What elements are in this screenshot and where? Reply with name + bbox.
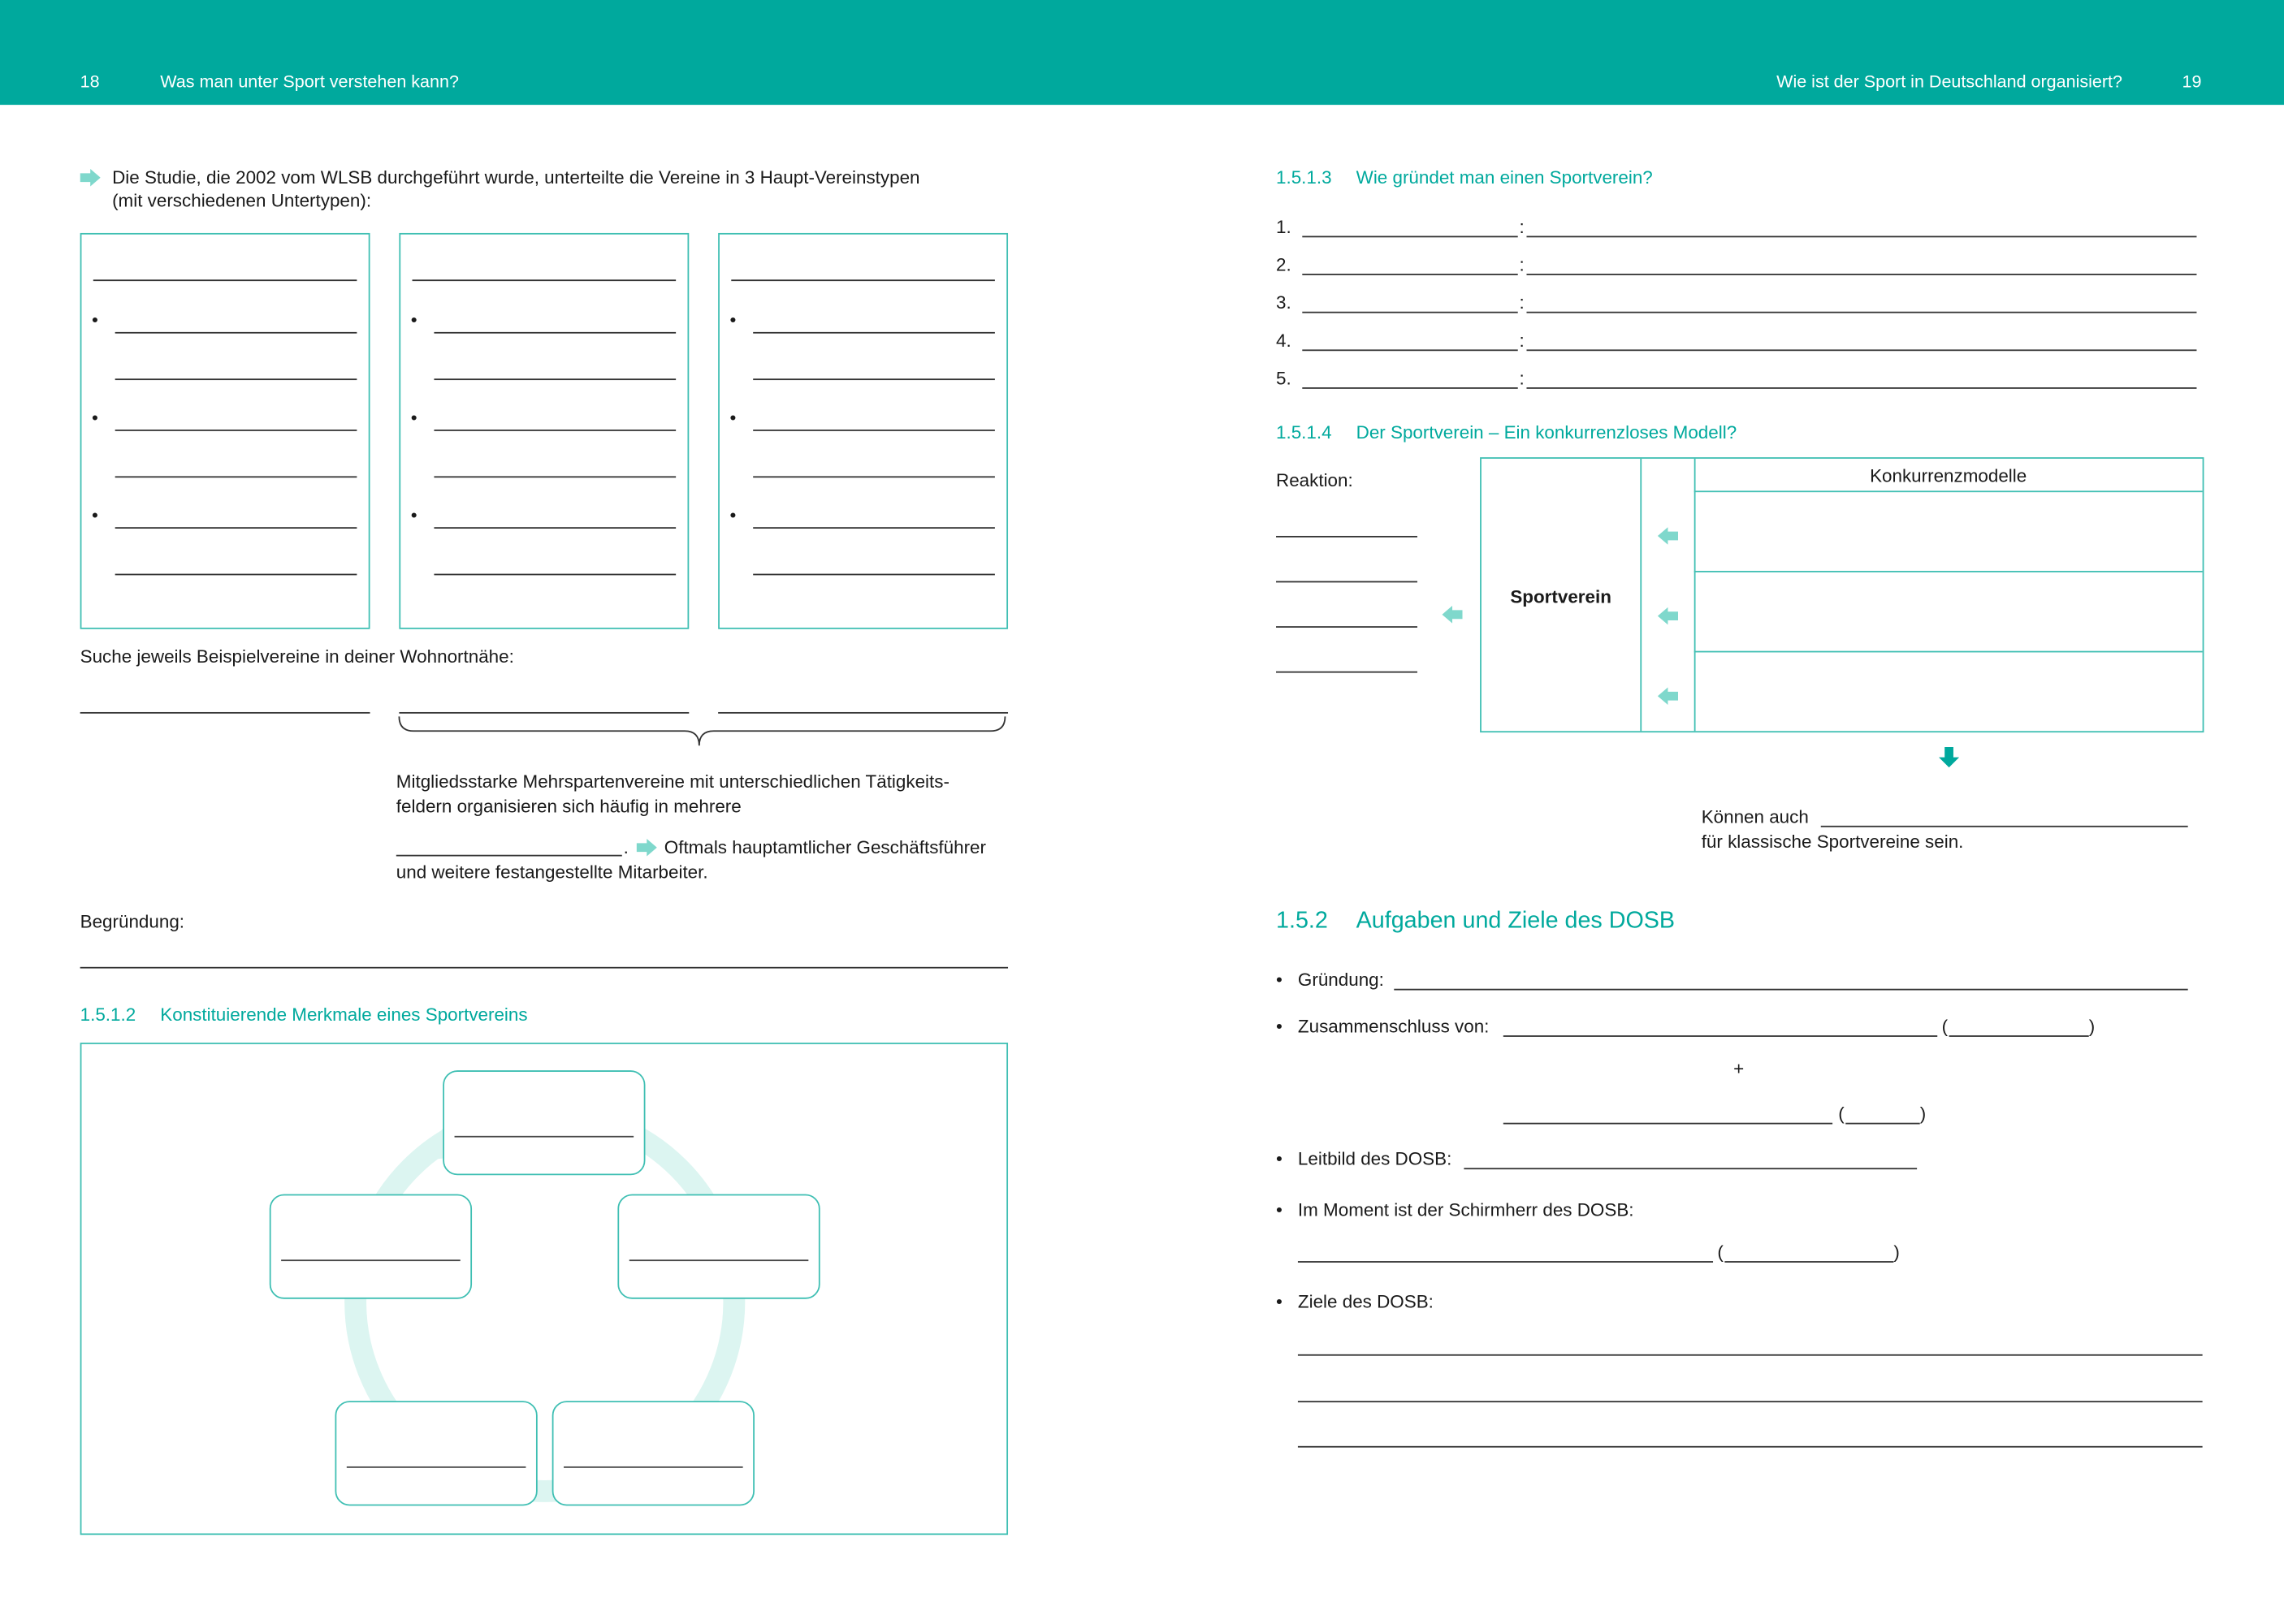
right-running-title: Wie ist der Sport in Deutschland organisiert? [1776, 71, 2122, 92]
arrow-right-icon [80, 169, 101, 187]
reason-field[interactable] [80, 967, 1008, 969]
bullet: • [729, 408, 737, 429]
step-description-field[interactable] [1526, 236, 2196, 238]
multisport-field[interactable] [396, 855, 622, 857]
bullet: • [410, 309, 417, 331]
paren: ) [2088, 1016, 2096, 1037]
subtype-field[interactable] [115, 430, 357, 431]
patron-label: Im Moment ist der Schirmherr des DOSB: [1297, 1199, 1634, 1220]
step-description-field[interactable] [1526, 312, 2196, 313]
paren: ( [1941, 1016, 1949, 1037]
bullet: • [1276, 1148, 1283, 1170]
reaction-field[interactable] [1276, 626, 1417, 628]
club-type-title-field[interactable] [731, 279, 995, 281]
paren: ( [1838, 1104, 1845, 1125]
plus: + [1733, 1058, 1745, 1079]
subtype-field[interactable] [753, 476, 995, 477]
goals-label: Ziele des DOSB: [1297, 1291, 1434, 1312]
goals-field[interactable] [1298, 1446, 2203, 1448]
example-field-1[interactable] [80, 712, 370, 714]
header-bar [0, 0, 2284, 105]
features-diagram [80, 1043, 1008, 1535]
subtype-field[interactable] [753, 527, 995, 529]
club-type-title-field[interactable] [413, 279, 677, 281]
merger-abbr-1[interactable] [1949, 1035, 2089, 1037]
goals-field[interactable] [1298, 1401, 2203, 1402]
subtype-field[interactable] [115, 332, 357, 334]
bullet: • [729, 309, 737, 331]
step-number: 5. [1276, 368, 1291, 389]
reaction-field[interactable] [1276, 581, 1417, 583]
bullet: • [91, 309, 98, 331]
step-description-field[interactable] [1526, 387, 2196, 389]
patron-title-field[interactable] [1724, 1261, 1893, 1263]
subtype-field[interactable] [434, 574, 676, 576]
arrow-left-icon [1658, 527, 1678, 545]
section-title: Aufgaben und Ziele des DOSB [1356, 909, 1676, 934]
manager-text: Oftmals hauptamtlicher Geschäftsführer [664, 837, 987, 858]
mission-label: Leitbild des DOSB: [1297, 1148, 1452, 1170]
step-number: 2. [1276, 254, 1291, 275]
merger-field-2[interactable] [1503, 1123, 1832, 1125]
subtype-field[interactable] [115, 574, 357, 576]
subtype-field[interactable] [115, 476, 357, 477]
bullet: • [91, 408, 98, 429]
arrow-right-icon [637, 839, 657, 857]
period: . [623, 837, 629, 858]
step-number: 3. [1276, 292, 1291, 313]
bullet: • [1276, 1291, 1283, 1312]
right-page-number: 19 [2182, 71, 2202, 92]
section-number: 1.5.1.4 [1276, 422, 1332, 443]
colon: : [1519, 292, 1525, 313]
subtype-field[interactable] [753, 332, 995, 334]
club-type-box-2 [399, 233, 689, 629]
colon: : [1519, 254, 1525, 275]
feature-box-4[interactable] [335, 1401, 537, 1505]
arrow-left-icon [1442, 606, 1462, 624]
feature-box-5[interactable] [552, 1401, 755, 1505]
colon: : [1519, 330, 1525, 352]
bullet: • [410, 408, 417, 429]
club-type-box-3 [718, 233, 1008, 629]
subtype-field[interactable] [434, 527, 676, 529]
feature-box-1[interactable] [443, 1070, 645, 1175]
patron-field[interactable] [1298, 1261, 1713, 1263]
manager-text-2: und weitere festangestellte Mitarbeiter. [396, 862, 708, 883]
can-also-text: Können auch [1701, 806, 1809, 827]
bullet: • [1276, 970, 1283, 991]
colon: : [1519, 368, 1525, 389]
founding-field[interactable] [1394, 989, 2187, 991]
bullet: • [91, 505, 98, 526]
subtype-field[interactable] [753, 574, 995, 576]
arrow-left-icon [1658, 687, 1678, 705]
can-also-text-2: für klassische Sportvereine sein. [1701, 831, 1964, 853]
step-number: 1. [1276, 217, 1291, 238]
multisport-text-2: feldern organisieren sich häufig in mehrere [396, 796, 742, 818]
merger-abbr-2[interactable] [1845, 1123, 1919, 1125]
subtype-field[interactable] [434, 430, 676, 431]
intro-text: Die Studie, die 2002 vom WLSB durchgeführt wurde, unterteilte die Vereine in 3 Haupt-Vereinstypen [112, 167, 920, 188]
bullet: • [1276, 1016, 1283, 1037]
reaction-label: Reaktion: [1276, 470, 1353, 491]
step-name-field[interactable] [1302, 274, 1517, 275]
step-name-field[interactable] [1302, 349, 1517, 351]
subtype-field[interactable] [753, 430, 995, 431]
club-type-title-field[interactable] [93, 279, 357, 281]
section-number: 1.5.1.3 [1276, 167, 1332, 188]
left-page-number: 18 [80, 71, 100, 92]
club-label: Sportverein [1510, 586, 1611, 607]
arrow-left-icon [1658, 607, 1678, 625]
subtype-field[interactable] [434, 476, 676, 477]
reaction-field[interactable] [1276, 672, 1417, 673]
reaction-field[interactable] [1276, 536, 1417, 538]
competitor-cell-1[interactable] [1696, 492, 2203, 571]
feature-box-3[interactable] [617, 1194, 820, 1299]
bullet: • [1276, 1199, 1283, 1220]
intro-text-2: (mit verschiedenen Untertypen): [112, 190, 372, 212]
paren: ) [1893, 1242, 1900, 1263]
feature-box-2[interactable] [270, 1194, 472, 1299]
reason-label: Begründung: [80, 911, 185, 932]
merger-field-1[interactable] [1503, 1035, 1937, 1037]
multisport-text: Mitgliedsstarke Mehrspartenvereine mit unterschiedlichen Tätigkeits- [396, 771, 950, 793]
colon: : [1519, 217, 1525, 238]
step-name-field[interactable] [1302, 312, 1517, 313]
section-title: Konstituierende Merkmale eines Sportvereins [160, 1004, 528, 1026]
merger-label: Zusammenschluss von: [1297, 1016, 1490, 1037]
subtype-field[interactable] [115, 378, 357, 380]
step-name-field[interactable] [1302, 387, 1517, 389]
bullet: • [729, 505, 737, 526]
subtype-field[interactable] [434, 378, 676, 380]
paren: ) [1919, 1104, 1927, 1125]
mission-field[interactable] [1464, 1168, 1917, 1169]
brace [396, 714, 1011, 749]
competitor-cell-3[interactable] [1696, 652, 2203, 731]
section-title: Der Sportverein – Ein konkurrenzloses Modell? [1356, 422, 1737, 443]
section-title: Wie gründet man einen Sportverein? [1356, 167, 1653, 188]
step-description-field[interactable] [1526, 349, 2196, 351]
arrow-down-icon [1939, 747, 1959, 767]
competitors-header: Konkurrenzmodelle [1870, 465, 2027, 486]
subtype-field[interactable] [434, 332, 676, 334]
goals-field[interactable] [1298, 1354, 2203, 1356]
club-type-box-1 [80, 233, 370, 629]
paren: ( [1717, 1242, 1724, 1263]
subtype-field[interactable] [115, 527, 357, 529]
section-number: 1.5.2 [1276, 909, 1328, 934]
step-name-field[interactable] [1302, 236, 1517, 238]
competitor-cell-2[interactable] [1696, 572, 2203, 651]
section-number: 1.5.1.2 [80, 1004, 136, 1026]
founding-label: Gründung: [1297, 970, 1384, 991]
left-running-title: Was man unter Sport verstehen kann? [160, 71, 459, 92]
subtype-field[interactable] [753, 378, 995, 380]
search-prompt: Suche jeweils Beispielvereine in deiner Wohnortnähe: [80, 646, 514, 667]
competition-table [1480, 457, 2204, 732]
bullet: • [410, 505, 417, 526]
can-also-field[interactable] [1821, 826, 2188, 827]
step-description-field[interactable] [1526, 274, 2196, 275]
step-number: 4. [1276, 330, 1291, 352]
